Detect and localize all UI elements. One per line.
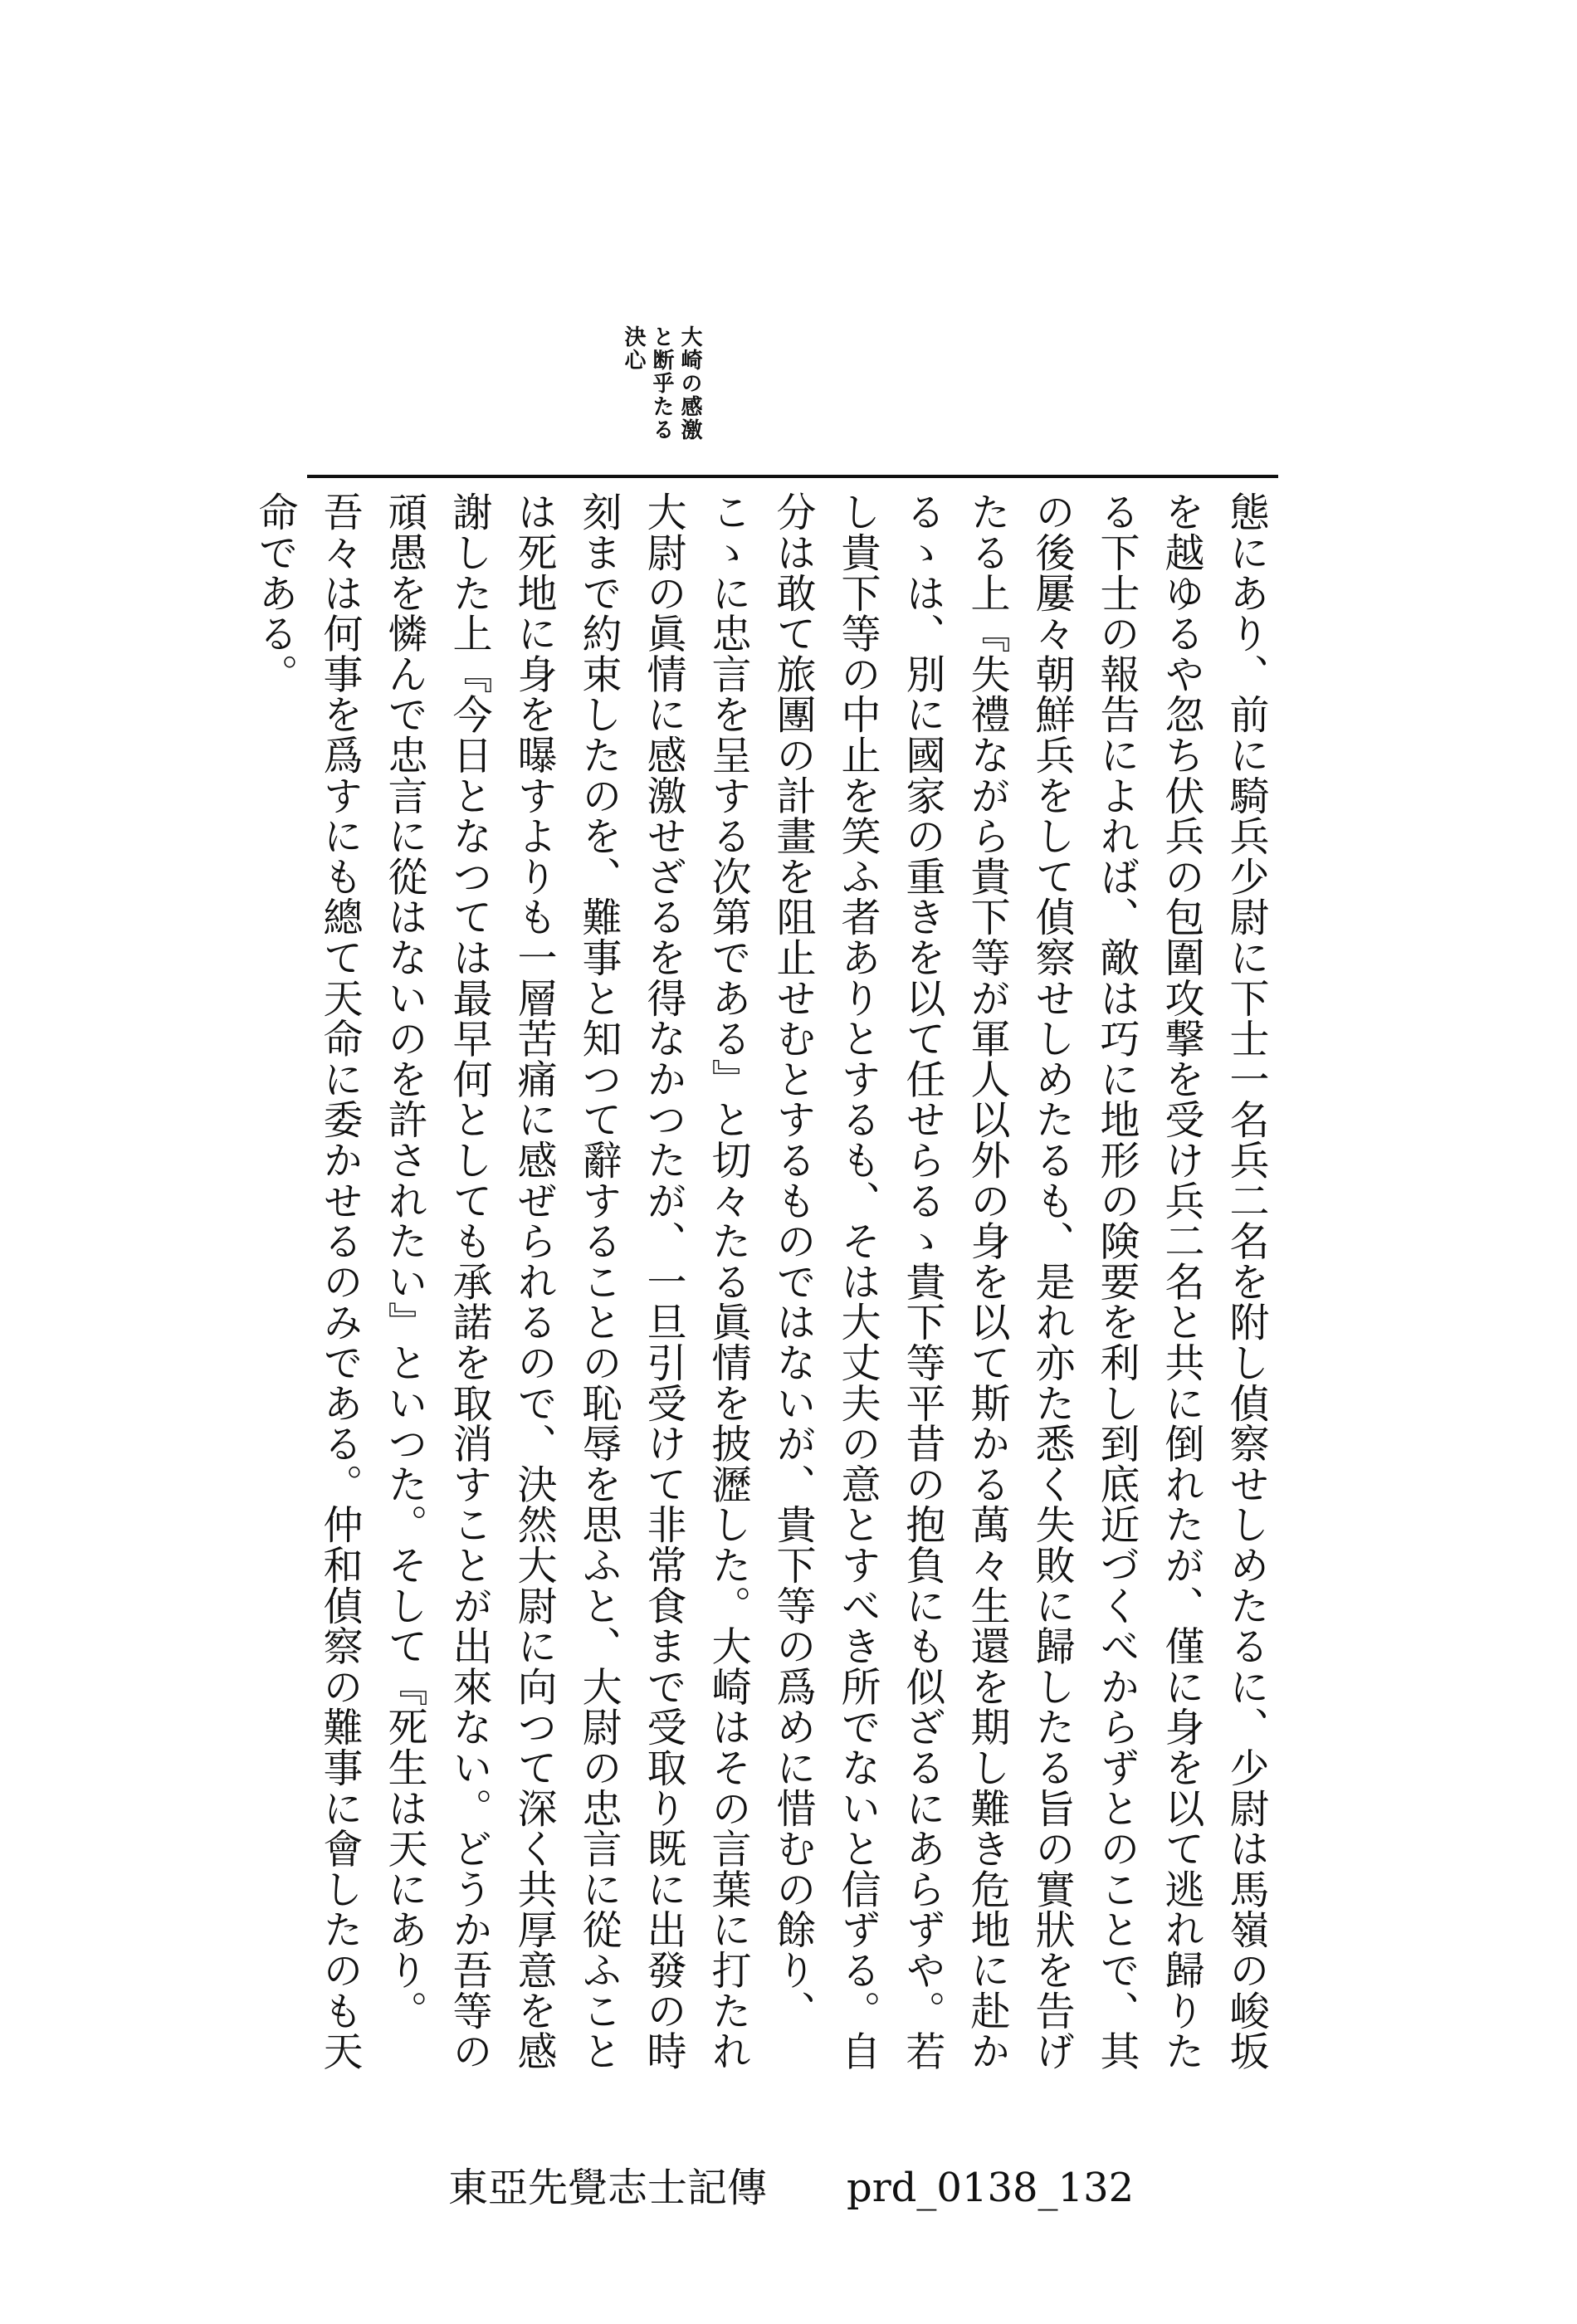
vertical-body-text: 態にあり、前に騎兵少尉に下士一名兵二名を附し偵察せしめたるに、少尉は馬嶺の峻坂を越ゆるや忽ち伏兵の包圍攻撃を受け兵二名と共に倒れたが、僅に身を以て逃れ歸りたる下士の報告によれば、敵は巧に地形の険要を利し到底近づくべからずとのことで、其の後屢々朝鮮兵をして偵察せしめたるも、是れ亦た悉く失敗に歸したる旨の實狀を告げたる上『失禮ながら貴下等が軍人以外の身を以て斯かる萬々生還を期し難き危地に赴かるゝは、別に國家の重きを以て任せらるゝ貴下等平昔の抱負にも似ざるにあらずや。若し貴下等の中止を笑ふ者ありとするも、そは大丈夫の意とすべき所でないと信ずる。自分は敢て旅團の計畫を阻止せむとするものではないが、貴下等の爲めに惜むの餘り、こゝに忠言を呈する次第である』と切々たる眞情を披瀝した。大崎はその言葉に打たれ大尉の眞情に感激せざるを得なかつたが、一旦引受けて非常食まで受取り既に出發の時刻まで約束したのを、難事と知つて辭することの恥辱を思ふと、大尉の忠言に從ふことは死地に身を曝すよりも一層苦痛に感ぜられるので、決然大尉に向つて深く共厚意を感謝した上『今日となつては最早何としても承諾を取消すことが出來ない。どうか吾等の頑愚を憐んで忠言に從はないのを許されたい』といつた。そして『死生は天にあり。吾々は何事を爲すにも總て天命に委かせるのみである。仲和偵察の難事に會したのも天命である。 [251, 491, 1269, 2072]
top-rule [307, 475, 1278, 478]
page-footer: 東亞先覺志士記傳 prd_0138_132 [448, 2165, 1135, 2211]
margin-heading: 大崎の感激と断乎たる決心 [621, 325, 702, 442]
